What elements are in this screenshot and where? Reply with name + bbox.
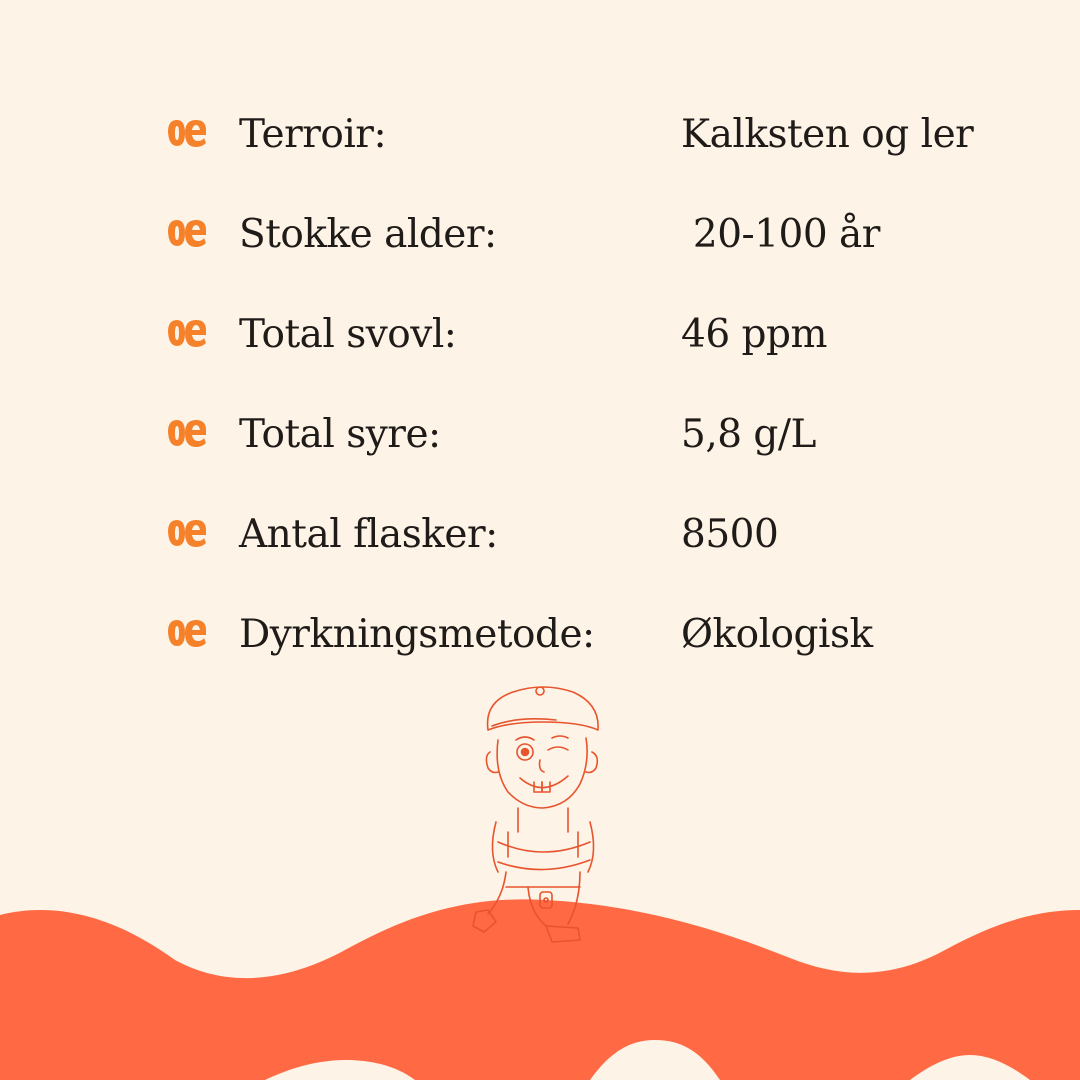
- spec-label: Terroir:: [239, 112, 387, 157]
- oe-logo-icon: [165, 615, 209, 655]
- oe-logo-icon: [165, 315, 209, 355]
- oe-logo-icon: [165, 415, 209, 455]
- farmer-boy-illustration: [468, 682, 618, 952]
- spec-value: 5,8 g/L: [681, 412, 816, 457]
- spec-row-total-acidity: [0, 405, 1080, 465]
- oe-logo-icon: [165, 215, 209, 255]
- spec-row-total-sulfur: [0, 305, 1080, 365]
- spec-value: 8500: [681, 512, 779, 557]
- spec-row-bottle-count: [0, 505, 1080, 565]
- spec-value: Kalksten og ler: [681, 112, 974, 157]
- spec-value: 20-100 år: [681, 212, 880, 257]
- spec-label: Stokke alder:: [239, 212, 497, 257]
- spec-label: Antal flasker:: [239, 512, 498, 557]
- oe-logo-icon: [165, 115, 209, 155]
- spec-label: Dyrkningsmetode:: [239, 612, 595, 657]
- spec-row-vine-age: [0, 205, 1080, 265]
- spec-row-farming-method: [0, 605, 1080, 665]
- spec-label: Total svovl:: [239, 312, 457, 357]
- spec-value: 46 ppm: [681, 312, 827, 357]
- spec-value: Økologisk: [681, 612, 873, 657]
- oe-logo-icon: [165, 515, 209, 555]
- spec-row-terroir: [0, 105, 1080, 165]
- spec-label: Total syre:: [239, 412, 441, 457]
